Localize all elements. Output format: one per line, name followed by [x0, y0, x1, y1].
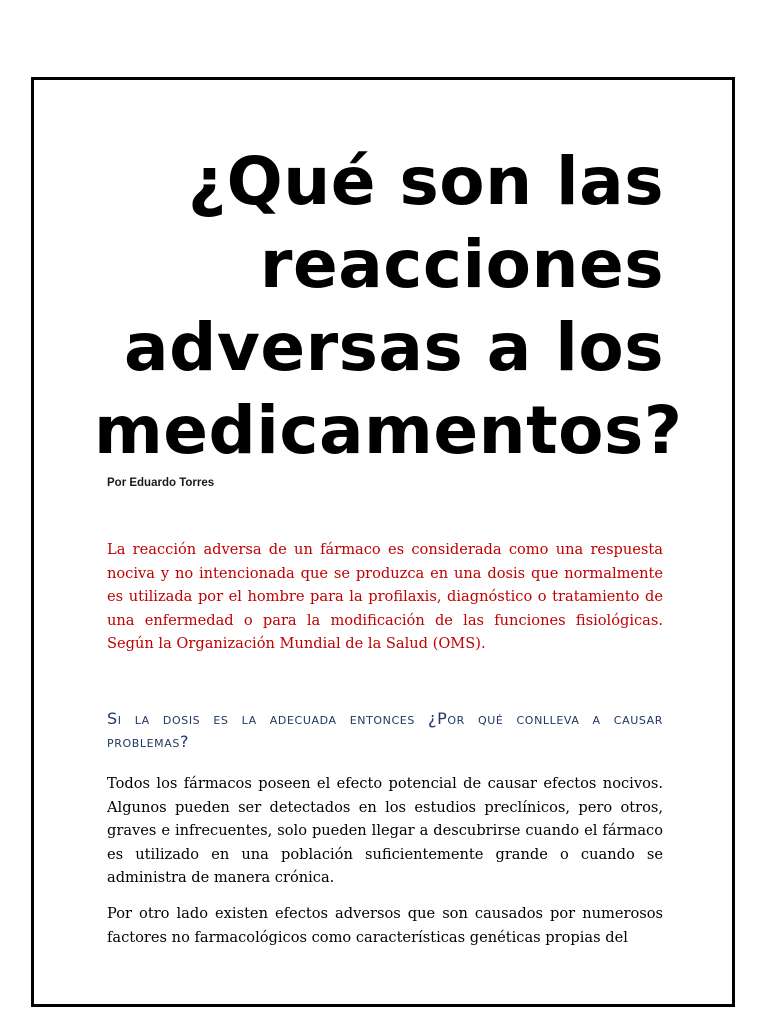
author-byline: Por Eduardo Torres	[107, 477, 215, 489]
title-line-1: ¿Qué son las	[187, 143, 664, 220]
title-line-3: adversas a los	[124, 309, 664, 386]
title-line-4: medicamentos?	[94, 392, 683, 469]
section-subheading: Si la dosis es la adecuada entonces ¿Por qué conlleva a causar problemas?	[107, 709, 663, 751]
lead-paragraph: La reacción adversa de un fármaco es considerada como una respuesta nociva y no intencionada que se produzca en una dosis que normalmente es utilizada por el hombre para la profilaxis, diagnóstico o tratamiento de una enfermedad o para la modificación de las funciones fisiológicas. Según la Organización Mundial de la Salud (OMS).	[107, 541, 663, 653]
document-page	[31, 77, 735, 1007]
body-paragraph-1: Todos los fármacos poseen el efecto potencial de causar efectos nocivos. Algunos pueden ser detectados en los estudios preclínicos, pero otros, graves e infrecuentes, solo pueden llegar a descubrirse cuando el fármaco es utilizado en una población suficientemente grande o cuando se administra de manera crónica.	[107, 775, 663, 887]
article-title	[94, 140, 683, 472]
title-line-2: reacciones	[259, 226, 664, 303]
body-paragraph-2: Por otro lado existen efectos adversos que son causados por numerosos factores no farmacológicos como características genéticas propias del	[107, 905, 663, 946]
